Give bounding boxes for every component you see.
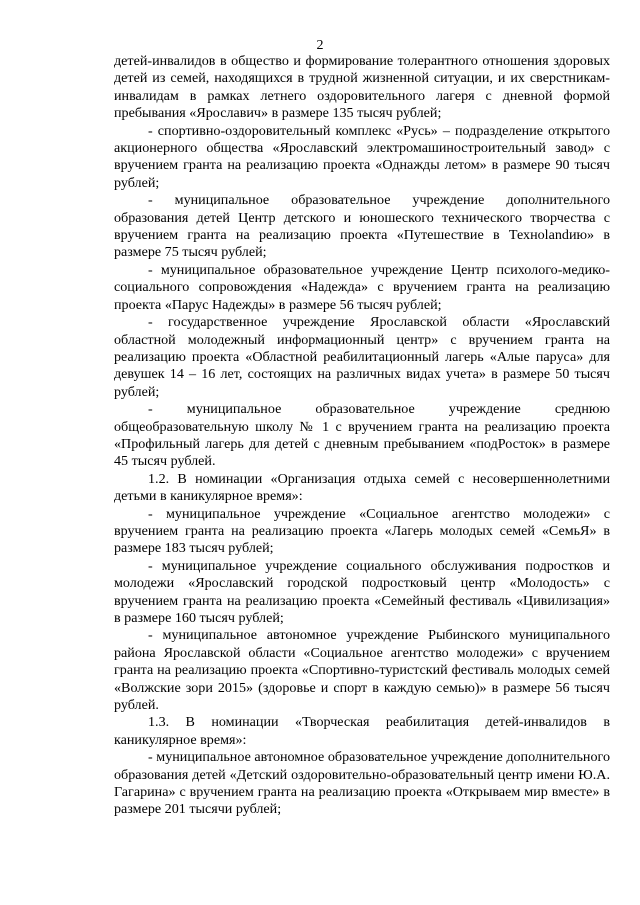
list-item-school-1: - муниципальное образовательное учреждение среднюю общеобразовательную школу № 1 с вручением гранта на реализацию проекта «Профильный лагерь для детей с дневным пребыванием «подРосток» в размере 45 тысяч рублей.	[114, 401, 610, 470]
list-item-rybinsk-agency: - муниципальное автономное учреждение Рыбинского муниципального района Ярославской области «Социальное агентство молодежи» с вручением гранта на реализацию проекта «Спортивно-туристский фестиваль молодых семей «Волжские зори 2015» (здоровье и спорт в каждую семью)» в размере 56 тысяч рублей.	[114, 627, 610, 714]
list-item-technical-center: - муниципальное образовательное учреждение дополнительного образования детей Центр детского и юношеского технического творчества с вручением гранта на реализацию проекта «Путешествие в Технolandию» в размере 75 тысяч рублей;	[114, 192, 610, 261]
section-heading-1-3: 1.3. В номинации «Творческая реабилитация детей-инвалидов в каникулярное время»:	[114, 714, 610, 748]
list-item-youth-info-center: - государственное учреждение Ярославской области «Ярославский областной молодежный информационный центр» с вручением гранта на реализацию проекта «Областной реабилитационный лагерь «Алые паруса» для девушек 14 – 16 лет, состоящих на различных видах учета» в размере 50 тысяч рублей;	[114, 314, 610, 400]
list-item-social-agency: - муниципальное учреждение «Социальное агентство молодежи» с вручением гранта на реализацию проекта «Лагерь молодых семей «СемьЯ» в размере 183 тысяч рублей;	[114, 505, 610, 557]
page-number: 2	[316, 38, 324, 53]
list-item-nadezhda-center: - муниципальное образовательное учреждение Центр психолого-медико-социального сопровождения «Надежда» с вручением гранта на реализацию проекта «Парус Надежды» в размере 56 тысяч рублей;	[114, 261, 610, 313]
list-item-molodost-center: - муниципальное учреждение социального обслуживания подростков и молодежи «Ярославский городской подростковый центр «Молодость» с вручением гранта на реализацию проекта «Семейный фестиваль «Цивилизация» в размере 160 тысяч рублей;	[114, 557, 610, 626]
document-body	[114, 53, 610, 819]
section-heading-1-2: 1.2. В номинации «Организация отдыха семей с несовершеннолетними детьми в каникулярное время»:	[114, 470, 610, 505]
list-item-gagarin-center: - муниципальное автономное образовательное учреждение дополнительного образования детей «Детский оздоровительно-образовательный центр имени Ю.А. Гагарина» с вручением гранта на реализацию проекта «Открываем мир вместе» в размере 201 тысячи рублей;	[114, 749, 610, 818]
list-item-rus-complex: - спортивно-оздоровительный комплекс «Русь» – подразделение открытого акционерного общества «Ярославский электромашиностроительный завод» с вручением гранта на реализацию проекта «Однажды летом» в размере 90 тысяч рублей;	[114, 122, 610, 191]
paragraph-continuation: детей-инвалидов в общество и формирование толерантного отношения здоровых детей из семей, находящихся в трудной жизненной ситуации, и их сверстникам-инвалидам в рамках летнего оздоровительного лагеря с дневной формой пребывания «Ярославич» в размере 135 тысяч рублей;	[114, 53, 610, 122]
